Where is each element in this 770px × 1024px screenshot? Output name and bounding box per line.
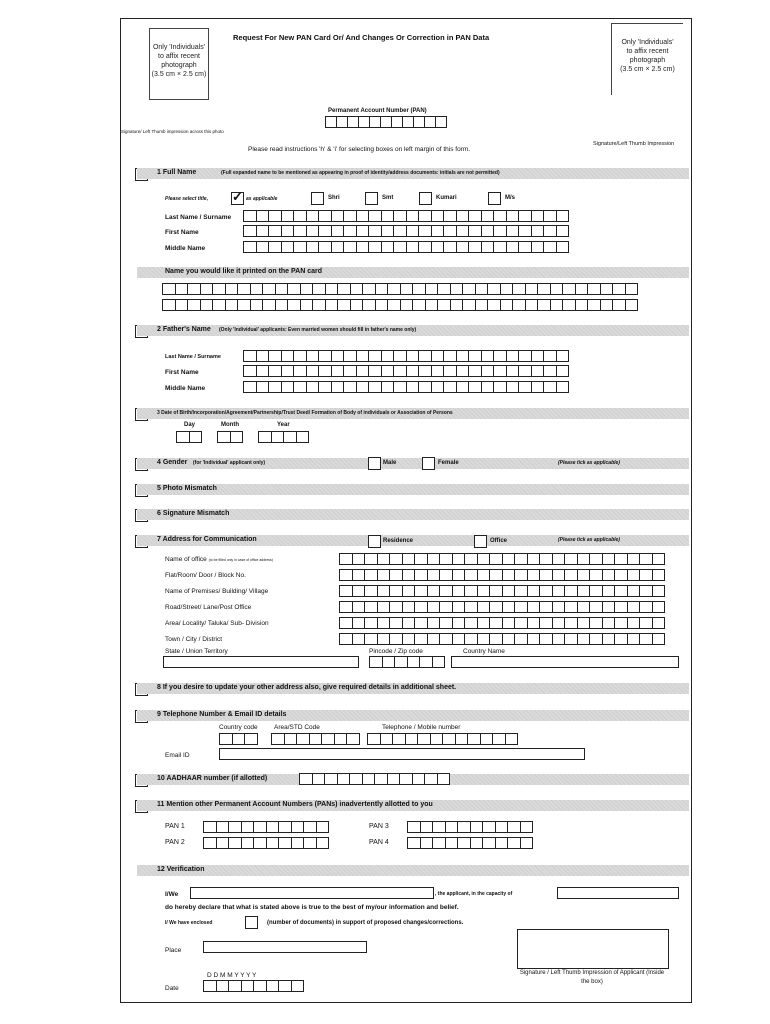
dob-day-label: Day: [184, 422, 196, 428]
section-8-title: 8 If you desire to update your other address also, give required details in additional sheet.: [157, 684, 457, 691]
title-shri-label: Shri: [328, 195, 340, 201]
dob-month-boxes[interactable]: [217, 431, 242, 443]
town-label: Town / City / District: [165, 636, 223, 643]
section-9-band: [137, 710, 689, 721]
dob-year-boxes[interactable]: [258, 431, 308, 443]
gender-male-checkbox[interactable]: [368, 457, 381, 470]
dob-month-label: Month: [221, 422, 239, 428]
photo-right-line4: (3.5 cm × 2.5 cm): [620, 66, 675, 73]
section-6-title: 6 Signature Mismatch: [157, 510, 230, 517]
pan3-boxes[interactable]: [407, 821, 532, 833]
office-name-label: [165, 556, 273, 563]
photo-box-right[interactable]: [611, 23, 683, 95]
photo-right-line2: to affix recent: [626, 48, 669, 55]
section-7-title: 7 Address for Communication: [157, 536, 257, 543]
std-code-label: Area/STD Code: [274, 724, 320, 731]
pincode-boxes[interactable]: [369, 656, 444, 668]
place-label: Place: [165, 947, 182, 954]
i-we-label: I/We: [165, 891, 179, 898]
photo-right-line1: Only 'Individuals': [621, 39, 674, 46]
pan4-boxes[interactable]: [407, 837, 532, 849]
section-11-band: [137, 800, 689, 811]
section-5-title: 5 Photo Mismatch: [157, 485, 217, 492]
state-field[interactable]: [163, 656, 359, 668]
pan4-label: PAN 4: [369, 839, 389, 846]
s1-last-name-boxes[interactable]: [243, 210, 568, 222]
documents-note: (number of documents) in support of proposed changes/corrections.: [267, 920, 464, 926]
s1-middle-name-label: Middle Name: [165, 245, 206, 252]
section-2-band: [137, 325, 689, 336]
telephone-boxes[interactable]: [367, 733, 517, 745]
print-name-row-1[interactable]: [162, 283, 637, 295]
office-name-text: Name of office: [165, 556, 207, 563]
address-office-label: Office: [490, 538, 508, 544]
photo-left-line1: Only 'Individuals': [152, 44, 206, 51]
gender-female-label: Female: [438, 460, 459, 466]
section-4-title: 4 Gender: [157, 459, 188, 466]
print-name-band: [137, 267, 689, 278]
title-ms-label: M/s: [505, 195, 516, 201]
section-1-note: (Full expanded name to be mentioned as appearing in proof of identity/address documents: initials are not permitted): [221, 170, 500, 176]
title-smt-checkbox[interactable]: [365, 192, 378, 205]
address-residence-label: Residence: [383, 538, 414, 544]
section-6-band: [137, 509, 689, 520]
s1-middle-name-boxes[interactable]: [243, 241, 568, 253]
section-10-title: 10 AADHAAR number (if allotted): [157, 775, 268, 782]
address-tick-note: (Please tick as applicable): [558, 537, 620, 543]
section-11-title: 11 Mention other Permanent Account Numbers (PANs) inadvertently allotted to you: [157, 801, 433, 808]
section-1-band: [137, 168, 689, 179]
office-name-boxes[interactable]: [339, 553, 664, 565]
select-title-label: Please select title,: [165, 196, 209, 202]
section-12-band: [137, 865, 689, 876]
s2-last-name-boxes[interactable]: [243, 350, 568, 362]
place-field[interactable]: [203, 941, 367, 953]
email-field[interactable]: [219, 748, 585, 760]
pan2-label: PAN 2: [165, 839, 185, 846]
email-label: Email ID: [165, 752, 190, 759]
date-label: Date: [165, 985, 179, 992]
title-smt-label: Smt: [382, 195, 394, 201]
title-kumari-checkbox[interactable]: [419, 192, 432, 205]
area-label: Area/ Locality/ Taluka/ Sub- Division: [165, 620, 269, 627]
documents-count-box[interactable]: [245, 916, 258, 929]
pincode-label: Pincode / Zip code: [369, 648, 423, 655]
country-label: Country Name: [463, 648, 505, 655]
print-name-label: Name you would like it printed on the PAN card: [165, 268, 323, 275]
road-label: Road/Street/ Lane/Post Office: [165, 604, 252, 611]
address-office-checkbox[interactable]: [474, 535, 487, 548]
pan1-boxes[interactable]: [203, 821, 328, 833]
sig-right-label: Signature/Left Thumb Impression: [593, 141, 675, 147]
capacity-field[interactable]: [557, 887, 679, 899]
s1-last-name-label: Last Name / Surname: [165, 214, 232, 221]
aadhaar-boxes[interactable]: [299, 773, 449, 785]
date-letters: D D M M Y Y Y Y: [207, 972, 257, 979]
pan2-boxes[interactable]: [203, 837, 328, 849]
instructions-text: Please read instructions 'h' & 'i' for selecting boxes on left margin of this form.: [248, 146, 471, 153]
section-2-note: (Only 'Individual' applicants: Even married women should fill in father's name only): [219, 327, 417, 333]
office-name-note: (to be filled only in case of office address): [208, 558, 273, 562]
declaration-text: do hereby declare that what is stated above is true to the best of my/our information and belief.: [165, 904, 459, 911]
section-12-title: 12 Verification: [157, 866, 205, 873]
premises-boxes[interactable]: [339, 585, 664, 597]
pan1-label: PAN 1: [165, 823, 185, 830]
section-3-band: [137, 408, 689, 419]
gender-male-label: Male: [383, 460, 397, 466]
address-residence-checkbox[interactable]: [368, 535, 381, 548]
dob-year-label: Year: [277, 422, 290, 428]
gender-tick-note: (Please tick as applicable): [558, 460, 620, 466]
town-boxes[interactable]: [339, 633, 664, 645]
title-ms-checkbox[interactable]: [488, 192, 501, 205]
s2-middle-name-label: Middle Name: [165, 385, 206, 392]
flat-boxes[interactable]: [339, 569, 664, 581]
title-kumari-label: Kumari: [436, 195, 457, 201]
signature-box[interactable]: [517, 929, 669, 969]
enclosed-label: I/ We have enclosed: [165, 920, 213, 926]
country-code-boxes[interactable]: [219, 733, 257, 745]
section-4-band: [137, 458, 689, 469]
premises-label: Name of Premises/ Building/ Village: [165, 588, 269, 595]
checkmark-icon: ✓: [232, 189, 243, 204]
photo-left-line3: photograph: [161, 62, 197, 69]
section-2-title: 2 Father's Name: [157, 326, 211, 333]
sig-left-note: Signature/ Left Thumb impression across this photo: [121, 129, 224, 134]
dob-day-boxes[interactable]: [176, 431, 201, 443]
country-code-label: Country code: [219, 724, 258, 731]
title-shri-checkbox[interactable]: [311, 192, 324, 205]
flat-label: Flat/Room/ Door / Block No.: [165, 572, 246, 579]
section-5-band: [137, 484, 689, 495]
photo-left-line4: (3.5 cm × 2.5 cm): [151, 71, 207, 78]
photo-right-line3: photograph: [629, 57, 666, 64]
gender-female-checkbox[interactable]: [422, 457, 435, 470]
pan-form: [120, 18, 692, 1003]
s2-last-name-label: Last Name / Surname: [165, 354, 221, 360]
section-4-note: (for 'Individual' applicant only): [193, 460, 266, 466]
section-3-title: 3 Date of Birth/Incorporation/Agreement/Partnership/Trust Deed/ Formation of Body of individuals or Association of Persons: [157, 410, 453, 416]
pan-boxes[interactable]: [325, 116, 446, 128]
telephone-label: Telephone / Mobile number: [382, 724, 461, 731]
as-applicable-label: as applicable: [246, 196, 278, 202]
section-8-band: [137, 683, 689, 694]
date-boxes[interactable]: [203, 980, 303, 992]
s1-first-name-label: First Name: [165, 229, 199, 236]
s2-first-name-boxes[interactable]: [243, 365, 568, 377]
section-1-title: 1 Full Name: [157, 169, 197, 176]
applicant-name-field[interactable]: [190, 887, 434, 899]
s1-first-name-boxes[interactable]: [243, 225, 568, 237]
s2-first-name-label: First Name: [165, 369, 199, 376]
signature-caption: Signature / Left Thumb Impression of Applicant (Inside the box): [519, 970, 665, 985]
std-code-boxes[interactable]: [271, 733, 359, 745]
photo-box-left[interactable]: [149, 28, 209, 100]
s2-middle-name-boxes[interactable]: [243, 381, 568, 393]
section-9-title: 9 Telephone Number & Email ID details: [157, 711, 287, 718]
road-boxes[interactable]: [339, 601, 664, 613]
photo-left-line2: to affix recent: [158, 53, 200, 60]
state-label: State / Union Territory: [165, 648, 228, 655]
country-field[interactable]: [451, 656, 679, 668]
pan-label: Permanent Account Number (PAN): [328, 108, 427, 114]
print-name-row-2[interactable]: [162, 299, 637, 311]
pan3-label: PAN 3: [369, 823, 389, 830]
capacity-label: , the applicant, in the capacity of: [435, 891, 513, 897]
area-boxes[interactable]: [339, 617, 664, 629]
form-title: Request For New PAN Card Or/ And Changes Or Correction in PAN Data: [233, 33, 490, 42]
